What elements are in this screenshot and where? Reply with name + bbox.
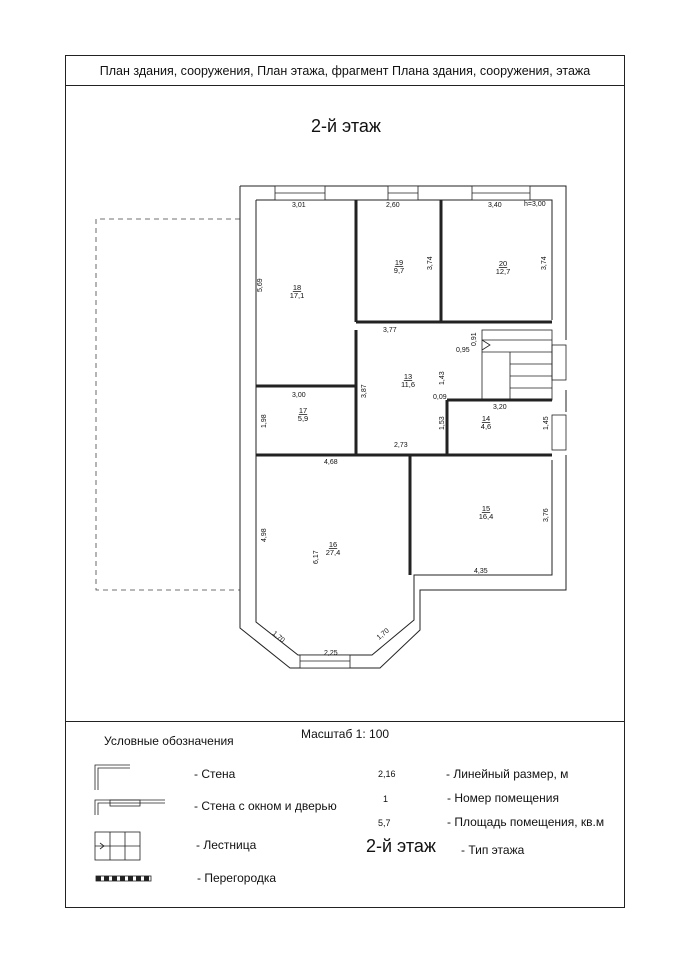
floor-title: 2-й этаж: [311, 116, 381, 136]
dim-3.77: 3,77: [383, 327, 397, 334]
room-20-area: 12,7: [495, 267, 511, 276]
dim-h3.00: h=3,00: [524, 201, 546, 208]
room-16-area: 27,4: [325, 548, 341, 557]
dim-0.91: 0,91: [471, 332, 478, 346]
room-15-number: 15: [481, 504, 491, 513]
dim-3.74-a: 3,74: [427, 256, 434, 270]
legend-symbols: [95, 765, 165, 860]
legend-area-sample: 5,7: [378, 818, 391, 828]
dim-1.98: 1,98: [261, 414, 268, 428]
dim-3.01: 3,01: [292, 202, 306, 209]
room-20-number: 20: [498, 259, 508, 268]
legend-window-door-symbol: [95, 800, 165, 815]
legend-stairs-label: - Лестница: [196, 838, 257, 852]
room-14-number: 14: [481, 414, 491, 423]
room-13-number: 13: [403, 372, 413, 381]
room-18-area: 17,1: [289, 291, 305, 300]
dim-4.35: 4,35: [474, 568, 488, 575]
dim-3.74-b: 3,74: [541, 256, 548, 270]
dim-4.98: 4,98: [261, 528, 268, 542]
dim-6.17: 6,17: [313, 550, 320, 564]
dim-5.69: 5,69: [257, 278, 264, 292]
legend-partition-label: - Перегородка: [197, 871, 277, 885]
dim-1.53: 1,53: [439, 416, 446, 430]
room-16-number: 16: [328, 540, 338, 549]
room-19-number: 19: [394, 258, 404, 267]
legend-room-number-label: - Номер помещения: [447, 791, 559, 805]
dim-3.20: 3,20: [493, 404, 507, 411]
adjacent-area-outline: [96, 219, 240, 590]
dim-1.70-left: 1,70: [270, 630, 286, 645]
room-13-area: 11,6: [400, 380, 416, 389]
dim-0.09: 0,09: [433, 394, 447, 401]
dim-1.45: 1,45: [543, 416, 550, 430]
room-19-area: 9,7: [393, 266, 405, 275]
legend-wall-symbol: [95, 765, 130, 790]
dim-3.76: 3,76: [543, 508, 550, 522]
room-15-area: 16,4: [478, 512, 494, 521]
sheet-header: План здания, сооружения, План этажа, фрагмент Плана здания, сооружения, этажа: [66, 56, 624, 86]
legend-area-label: - Площадь помещения, кв.м: [447, 815, 605, 829]
staircase: [482, 330, 552, 400]
legend-wall-label: - Стена: [194, 767, 236, 781]
room-14-area: 4,6: [480, 422, 492, 431]
dim-1.43: 1,43: [439, 371, 446, 385]
room-17-number: 17: [298, 406, 308, 415]
scale-label: Масштаб 1: 100: [301, 727, 390, 741]
legend-linear-sample: 2,16: [378, 769, 396, 779]
legend-floor-type-sample: 2-й этаж: [366, 836, 436, 856]
legend-title: Условные обозначения: [104, 734, 234, 748]
legend-wall-window-door-label: - Стена с окном и дверью: [194, 799, 337, 813]
room-18-number: 18: [292, 283, 302, 292]
dim-2.60: 2,60: [386, 202, 400, 209]
legend-floor-type-label: - Тип этажа: [461, 843, 525, 857]
dim-3.40: 3,40: [488, 202, 502, 209]
dim-4.68: 4,68: [324, 459, 338, 466]
legend-room-number-sample: 1: [383, 794, 389, 804]
dim-3.87: 3,87: [361, 384, 368, 398]
dim-2.25: 2,25: [324, 650, 338, 657]
dim-3.00: 3,00: [292, 392, 306, 399]
dim-2.73: 2,73: [394, 442, 408, 449]
dim-0.95: 0,95: [456, 347, 470, 354]
room-17-area: 5,9: [297, 414, 309, 423]
legend-linear-label: - Линейный размер, м: [446, 767, 569, 781]
dim-1.70-right: 1,70: [375, 627, 391, 642]
